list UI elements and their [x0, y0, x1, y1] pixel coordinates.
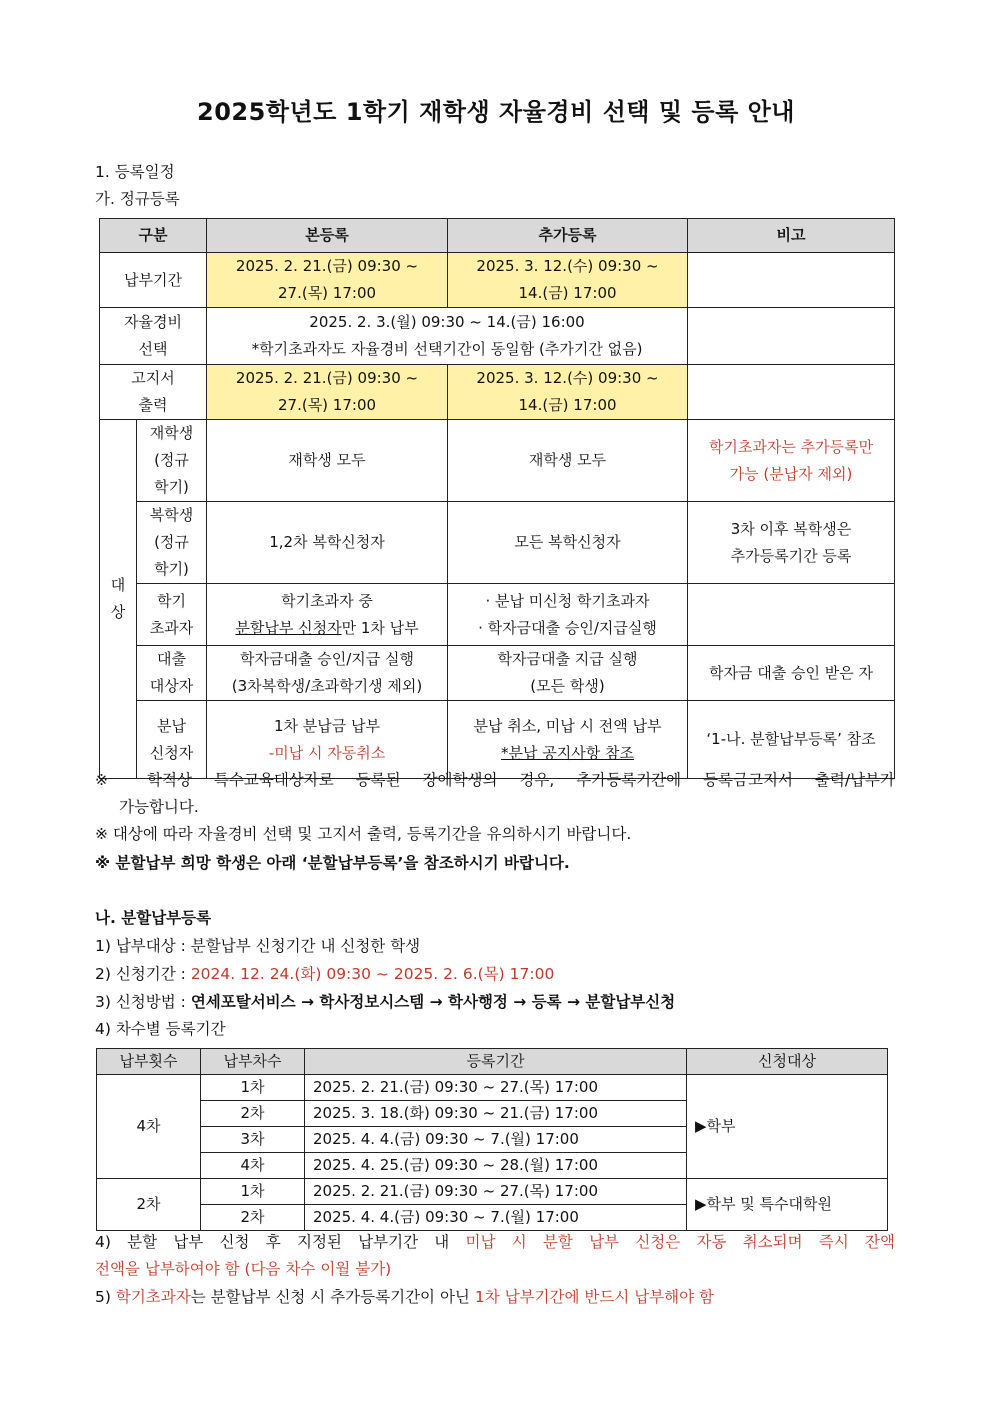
cell-installment-main: 1차 분납금 납부 -미납 시 자동취소 — [207, 701, 448, 779]
col-header: 본등록 — [207, 219, 448, 253]
cell-loan-note: 학자금 대출 승인 받은 자 — [688, 646, 895, 701]
installment-apply-period: 2) 신청기간 : 2024. 12. 24.(화) 09:30 ~ 2025. 2. 6.(목) 17:00 — [95, 965, 555, 983]
cell-payment-additional: 2025. 3. 12.(수) 09:30 ~ 14.(금) 17:00 — [448, 253, 688, 308]
target-label-installment: 분납 신청자 — [137, 701, 207, 779]
installment-period: 2025. 3. 18.(화) 09:30 ~ 21.(금) 17:00 — [305, 1101, 687, 1127]
note-disabled-students: ※ 학적상 특수교육대상자로 등록된 장애학생의 경우, 추가등록기간에 등록금고지서 출력/납부가 가능합니다. — [95, 771, 895, 816]
cell-enrolled-note: 학기초과자는 추가등록만 가능 (분납자 제외) — [688, 420, 895, 502]
col-header: 추가등록 — [448, 219, 688, 253]
installment-target: 1) 납부대상 : 분할납부 신청기간 내 신청한 학생 — [95, 937, 421, 955]
cell-loan-main: 학자금대출 승인/지급 실행 (3차복학생/초과학기생 제외) — [207, 646, 448, 701]
note-installment-reference: ※ 분할납부 희망 학생은 아래 ‘분할납부등록’을 참조하시기 바랍니다. — [95, 854, 570, 872]
installment-no: 2차 — [201, 1205, 305, 1231]
installment-period: 2025. 2. 21.(금) 09:30 ~ 27.(목) 17:00 — [305, 1075, 687, 1101]
installment-no: 1차 — [201, 1179, 305, 1205]
installment-period: 2025. 2. 21.(금) 09:30 ~ 27.(목) 17:00 — [305, 1179, 687, 1205]
col-header: 비고 — [688, 219, 895, 253]
cell-note — [688, 308, 895, 365]
group-2-installments: 2차 — [97, 1179, 201, 1231]
subsection-heading: 가. 정규등록 — [95, 190, 180, 208]
cell-returning-main: 1,2차 복학신청자 — [207, 502, 448, 584]
installment-schedule-table — [96, 1048, 888, 1231]
installment-periods-heading: 4) 차수별 등록기간 — [95, 1020, 226, 1038]
target-label-exceeded: 학기 초과자 — [137, 584, 207, 646]
section-heading-installment: 나. 분할납부등록 — [95, 909, 212, 927]
col-header: 납부횟수 — [97, 1049, 201, 1075]
target-label-returning: 복학생 (정규 학기) — [137, 502, 207, 584]
installment-no: 1차 — [201, 1075, 305, 1101]
group-4-installments: 4차 — [97, 1075, 201, 1179]
page-title: 2025학년도 1학기 재학생 자율경비 선택 및 등록 안내 — [197, 98, 795, 126]
row-label-selection: 자율경비 선택 — [100, 308, 207, 365]
cell-exceeded-main: 학기초과자 중 분할납부 신청자만 1차 납부 — [207, 584, 448, 646]
col-header: 등록기간 — [305, 1049, 687, 1075]
target-label-loan: 대출 대상자 — [137, 646, 207, 701]
cell-enrolled-main: 재학생 모두 — [207, 420, 448, 502]
cell-bill-main: 2025. 2. 21.(금) 09:30 ~ 27.(목) 17:00 — [207, 365, 448, 420]
group-4-target: ▶학부 — [687, 1075, 888, 1179]
target-label-enrolled: 재학생 (정규 학기) — [137, 420, 207, 502]
cell-note — [688, 365, 895, 420]
col-header: 신청대상 — [687, 1049, 888, 1075]
section-heading: 1. 등록일정 — [95, 163, 175, 181]
col-header: 납부차수 — [201, 1049, 305, 1075]
cell-loan-additional: 학자금대출 지급 실행 (모든 학생) — [448, 646, 688, 701]
cell-returning-note: 3차 이후 복학생은 추가등록기간 등록 — [688, 502, 895, 584]
cell-enrolled-additional: 재학생 모두 — [448, 420, 688, 502]
installment-apply-method: 3) 신청방법 : 연세포탈서비스 → 학사정보시스템 → 학사행정 → 등록 → 분할납부신청 — [95, 993, 676, 1011]
cell-selection-period: 2025. 2. 3.(월) 09:30 ~ 14.(금) 16:00 *학기초과자도 자율경비 선택기간이 동일함 (추가기간 없음) — [207, 308, 688, 365]
col-header: 구분 — [100, 219, 207, 253]
footer-note-5: 5) 학기초과자는 분할납부 신청 시 추가등록기간이 아닌 1차 납부기간에 반드시 납부해야 함 — [95, 1288, 715, 1306]
cell-installment-note: ‘1-나. 분할납부등록’ 참조 — [688, 701, 895, 779]
installment-no: 2차 — [201, 1101, 305, 1127]
row-label-bill: 고지서 출력 — [100, 365, 207, 420]
row-label-payment: 납부기간 — [100, 253, 207, 308]
footer-note-4: 4) 분할 납부 신청 후 지정된 납부기간 내 미납 시 분할 납부 신청은 자동 취소되며 즉시 잔액 전액을 납부하여야 함 (다음 차수 이월 불가) — [95, 1233, 895, 1278]
cell-installment-additional: 분납 취소, 미납 시 전액 납부 *분납 공지사항 참조 — [448, 701, 688, 779]
installment-no: 4차 — [201, 1153, 305, 1179]
installment-period: 2025. 4. 4.(금) 09:30 ~ 7.(월) 17:00 — [305, 1127, 687, 1153]
registration-schedule-table — [99, 218, 895, 779]
cell-exceeded-additional: · 분납 미신청 학기초과자 · 학자금대출 승인/지급실행 — [448, 584, 688, 646]
cell-note — [688, 253, 895, 308]
cell-note — [688, 584, 895, 646]
installment-no: 3차 — [201, 1127, 305, 1153]
cell-bill-additional: 2025. 3. 12.(수) 09:30 ~ 14.(금) 17:00 — [448, 365, 688, 420]
cell-returning-additional: 모든 복학신청자 — [448, 502, 688, 584]
installment-period: 2025. 4. 4.(금) 09:30 ~ 7.(월) 17:00 — [305, 1205, 687, 1231]
row-label-target: 대 상 — [100, 420, 137, 779]
cell-payment-main: 2025. 2. 21.(금) 09:30 ~ 27.(목) 17:00 — [207, 253, 448, 308]
installment-period: 2025. 4. 25.(금) 09:30 ~ 28.(월) 17:00 — [305, 1153, 687, 1179]
group-2-target: ▶학부 및 특수대학원 — [687, 1179, 888, 1231]
note-caution: ※ 대상에 따라 자율경비 선택 및 고지서 출력, 등록기간을 유의하시기 바랍니다. — [95, 825, 632, 843]
